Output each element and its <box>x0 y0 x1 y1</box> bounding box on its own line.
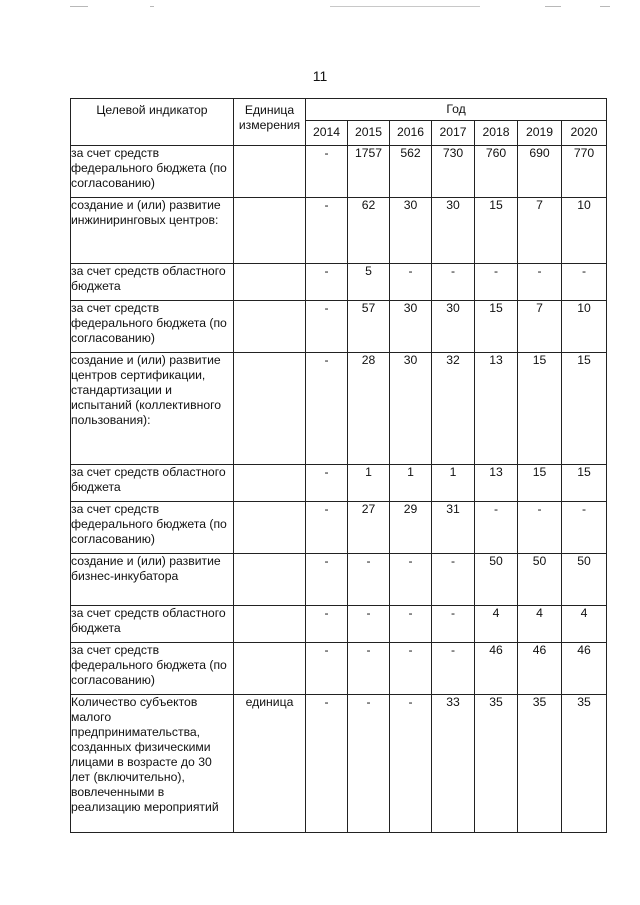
value-cell-2019: 7 <box>518 301 562 353</box>
table-row <box>71 554 607 606</box>
year-header-2017: 2017 <box>432 121 475 146</box>
value-cell-2014: - <box>306 643 348 695</box>
indicator-name: за счет средств федерального бюджета (по согласованию) <box>71 146 234 198</box>
indicator-name: Количество субъектов малого предпринимательства, созданных физическими лицами в возрасте до 30 лет (включительно), вовлеченными в реализацию мероприятий <box>71 695 234 833</box>
value-cell-2018: 15 <box>475 301 518 353</box>
value-cell-2017: - <box>432 554 475 606</box>
table-row <box>71 198 607 264</box>
value-cell-2016: - <box>390 643 432 695</box>
value-cell-2014: - <box>306 146 348 198</box>
unit-cell: единица <box>234 695 306 833</box>
value-cell-2020: 50 <box>562 554 607 606</box>
value-cell-2015: 1 <box>348 465 390 502</box>
unit-cell <box>234 502 306 554</box>
value-cell-2020: 15 <box>562 465 607 502</box>
indicator-name: создание и (или) развитие центров сертификации, стандартизации и испытаний (коллективного пользования): <box>71 353 234 465</box>
value-cell-2015: 5 <box>348 264 390 301</box>
value-cell-2015: - <box>348 606 390 643</box>
value-cell-2016: 29 <box>390 502 432 554</box>
value-cell-2020: 10 <box>562 301 607 353</box>
value-cell-2020: 10 <box>562 198 607 264</box>
value-cell-2015: 57 <box>348 301 390 353</box>
value-cell-2015: 27 <box>348 502 390 554</box>
value-cell-2017: - <box>432 643 475 695</box>
value-cell-2015: 1757 <box>348 146 390 198</box>
value-cell-2018: 35 <box>475 695 518 833</box>
value-cell-2019: 690 <box>518 146 562 198</box>
value-cell-2016: 1 <box>390 465 432 502</box>
value-cell-2014: - <box>306 695 348 833</box>
value-cell-2018: 4 <box>475 606 518 643</box>
value-cell-2019: 35 <box>518 695 562 833</box>
unit-cell <box>234 301 306 353</box>
table-header <box>71 99 607 146</box>
value-cell-2016: 30 <box>390 198 432 264</box>
value-cell-2020: 15 <box>562 353 607 465</box>
table-row <box>71 643 607 695</box>
value-cell-2017: 1 <box>432 465 475 502</box>
value-cell-2016: - <box>390 695 432 833</box>
value-cell-2016: - <box>390 264 432 301</box>
value-cell-2020: 4 <box>562 606 607 643</box>
unit-cell <box>234 643 306 695</box>
value-cell-2020: 46 <box>562 643 607 695</box>
year-header-2019: 2019 <box>518 121 562 146</box>
value-cell-2017: 30 <box>432 198 475 264</box>
value-cell-2018: 760 <box>475 146 518 198</box>
value-cell-2017: 33 <box>432 695 475 833</box>
table-row <box>71 502 607 554</box>
value-cell-2018: - <box>475 502 518 554</box>
value-cell-2015: 62 <box>348 198 390 264</box>
value-cell-2017: 730 <box>432 146 475 198</box>
value-cell-2015: 28 <box>348 353 390 465</box>
unit-cell <box>234 465 306 502</box>
value-cell-2016: 30 <box>390 353 432 465</box>
value-cell-2018: 13 <box>475 353 518 465</box>
indicator-name: за счет средств федерального бюджета (по согласованию) <box>71 502 234 554</box>
value-cell-2019: 4 <box>518 606 562 643</box>
value-cell-2020: - <box>562 264 607 301</box>
value-cell-2019: - <box>518 502 562 554</box>
value-cell-2019: 46 <box>518 643 562 695</box>
indicator-name: за счет средств федерального бюджета (по согласованию) <box>71 301 234 353</box>
value-cell-2017: - <box>432 264 475 301</box>
indicator-header: Целевой индикатор <box>71 99 234 146</box>
scan-artifact <box>545 6 561 7</box>
unit-cell <box>234 264 306 301</box>
year-header-2015: 2015 <box>348 121 390 146</box>
scan-artifact <box>330 6 480 7</box>
page-number: 11 <box>312 68 328 84</box>
value-cell-2014: - <box>306 465 348 502</box>
indicator-name: за счет средств областного бюджета <box>71 465 234 502</box>
value-cell-2018: - <box>475 264 518 301</box>
value-cell-2018: 46 <box>475 643 518 695</box>
value-cell-2015: - <box>348 554 390 606</box>
table-row <box>71 146 607 198</box>
value-cell-2020: 770 <box>562 146 607 198</box>
scan-artifact <box>150 6 154 7</box>
indicator-table <box>70 98 607 833</box>
unit-cell <box>234 353 306 465</box>
value-cell-2017: 31 <box>432 502 475 554</box>
indicator-name: создание и (или) развитие инжиниринговых центров: <box>71 198 234 264</box>
indicator-name: за счет средств областного бюджета <box>71 606 234 643</box>
value-cell-2020: - <box>562 502 607 554</box>
value-cell-2016: 30 <box>390 301 432 353</box>
value-cell-2018: 13 <box>475 465 518 502</box>
indicator-name: создание и (или) развитие бизнес-инкубатора <box>71 554 234 606</box>
value-cell-2017: 30 <box>432 301 475 353</box>
value-cell-2014: - <box>306 301 348 353</box>
unit-header: Единица измерения <box>234 99 306 146</box>
year-header-2016: 2016 <box>390 121 432 146</box>
value-cell-2014: - <box>306 353 348 465</box>
value-cell-2014: - <box>306 264 348 301</box>
unit-cell <box>234 198 306 264</box>
value-cell-2014: - <box>306 502 348 554</box>
year-header-2014: 2014 <box>306 121 348 146</box>
table-row <box>71 301 607 353</box>
table-row <box>71 264 607 301</box>
value-cell-2018: 50 <box>475 554 518 606</box>
indicator-name: за счет средств областного бюджета <box>71 264 234 301</box>
value-cell-2019: 7 <box>518 198 562 264</box>
year-header-2020: 2020 <box>562 121 607 146</box>
table-row <box>71 606 607 643</box>
value-cell-2019: - <box>518 264 562 301</box>
value-cell-2015: - <box>348 643 390 695</box>
value-cell-2019: 15 <box>518 465 562 502</box>
scan-artifact <box>70 6 88 7</box>
year-group-header: Год <box>306 99 607 121</box>
value-cell-2016: - <box>390 554 432 606</box>
value-cell-2015: - <box>348 695 390 833</box>
table-row <box>71 353 607 465</box>
value-cell-2018: 15 <box>475 198 518 264</box>
value-cell-2017: 32 <box>432 353 475 465</box>
value-cell-2017: - <box>432 606 475 643</box>
table-row <box>71 695 607 833</box>
indicator-name: за счет средств федерального бюджета (по согласованию) <box>71 643 234 695</box>
table-row <box>71 465 607 502</box>
value-cell-2016: - <box>390 606 432 643</box>
scan-artifact <box>600 6 610 7</box>
table-body <box>71 146 607 833</box>
value-cell-2016: 562 <box>390 146 432 198</box>
value-cell-2019: 15 <box>518 353 562 465</box>
unit-cell <box>234 554 306 606</box>
year-header-2018: 2018 <box>475 121 518 146</box>
unit-cell <box>234 606 306 643</box>
value-cell-2014: - <box>306 554 348 606</box>
value-cell-2020: 35 <box>562 695 607 833</box>
value-cell-2014: - <box>306 198 348 264</box>
unit-cell <box>234 146 306 198</box>
value-cell-2014: - <box>306 606 348 643</box>
value-cell-2019: 50 <box>518 554 562 606</box>
